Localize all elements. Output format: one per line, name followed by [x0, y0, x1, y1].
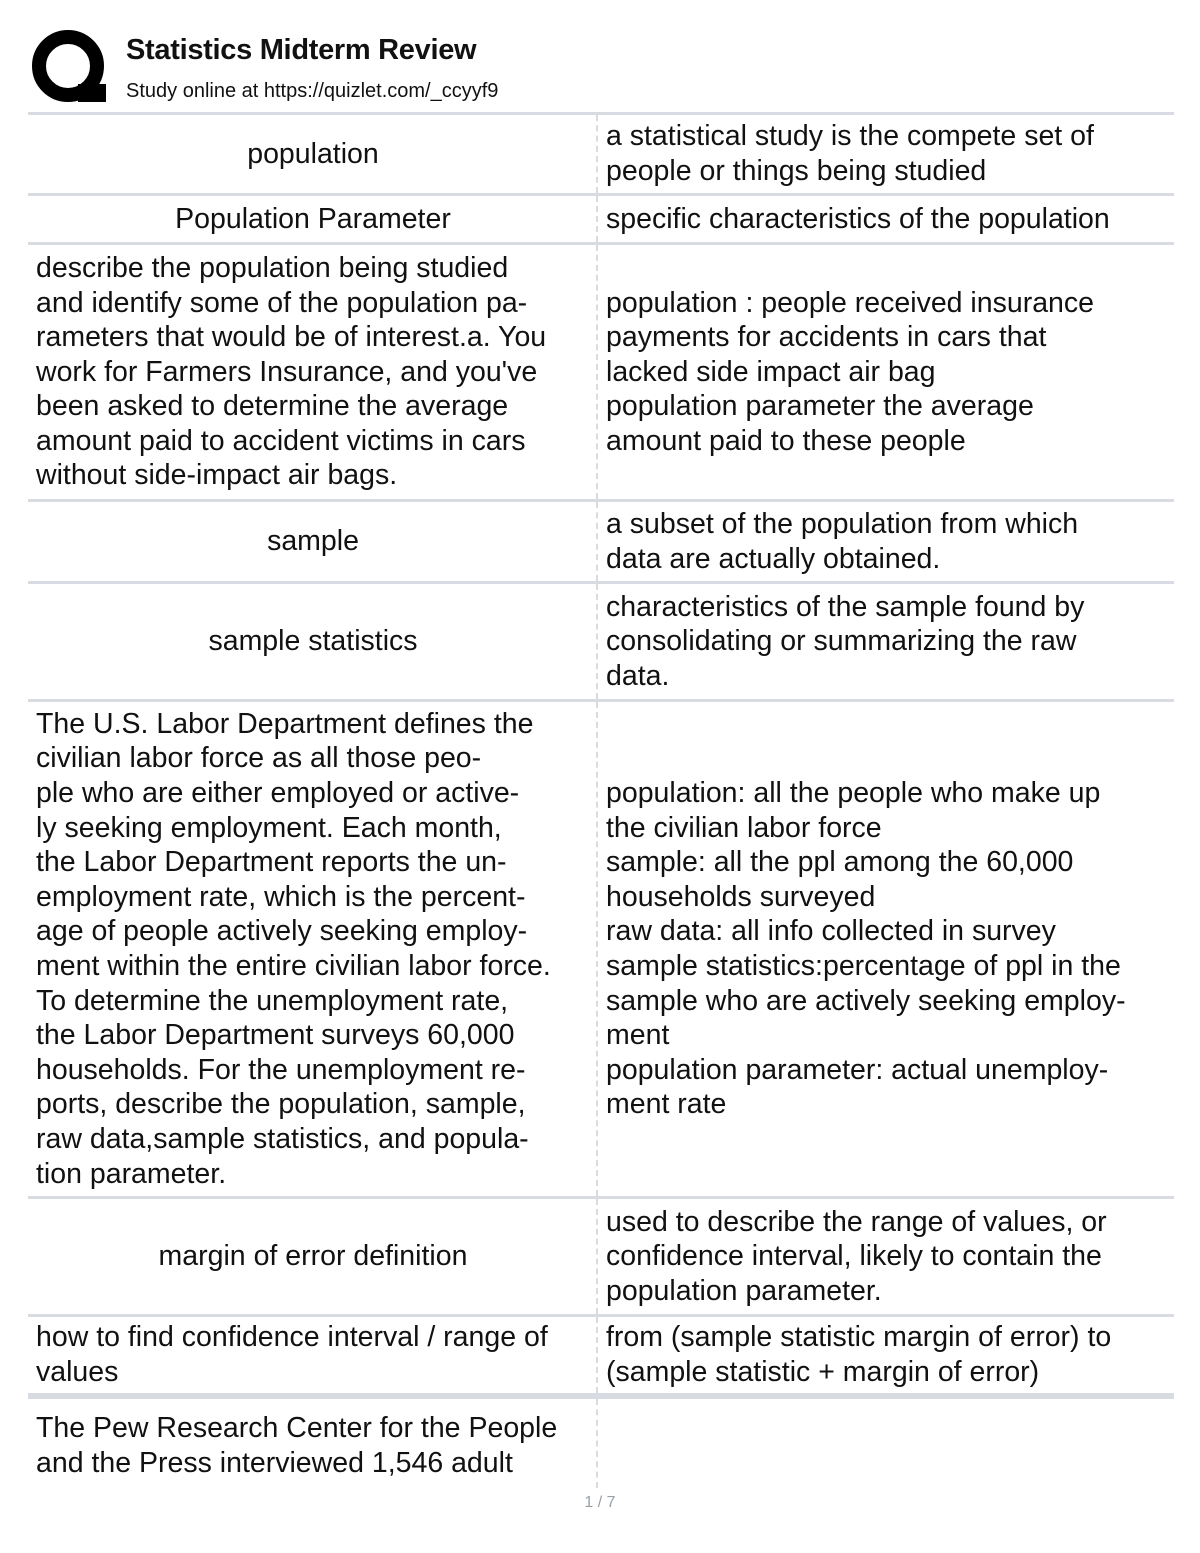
page-number: 1 / 7 — [584, 1494, 616, 1511]
quizlet-q-logo-icon — [30, 28, 110, 108]
flashcard-row — [28, 699, 1174, 1196]
card-term: The Pew Research Center for the People and the Press interviewed 1,546 adult — [36, 1412, 558, 1479]
page-header — [28, 28, 1174, 110]
card-definition: characteristics of the sample found by consolidating or summarizing the raw data. — [596, 584, 1174, 699]
card-definition: a subset of the population from which data are actually obtained. — [596, 502, 1174, 581]
flashcard-row — [28, 193, 1174, 242]
card-definition: from (sample statistic margin of error) to (sample statistic + margin of error) — [596, 1317, 1174, 1393]
card-term: sample — [267, 525, 359, 558]
card-term: describe the population being studied and identify some of the population pa- rameters that would be of interest.a. You work for Farmers Insurance, and you've been asked to determine the average amount paid to accident victims in cars without side-impact air bags. — [36, 251, 547, 492]
flashcard-row — [28, 1196, 1174, 1314]
flashcard-row — [28, 112, 1174, 193]
card-definition: a statistical study is the compete set of people or things being studied — [596, 115, 1174, 193]
card-definition: specific characteristics of the population — [596, 196, 1174, 242]
flashcard-row — [28, 1396, 1174, 1488]
card-term: sample statistics — [208, 625, 418, 658]
card-term: Population Parameter — [175, 202, 451, 235]
card-definition — [596, 1399, 1174, 1488]
study-online-link[interactable]: Study online at https://quizlet.com/_ccyyf9 — [126, 80, 499, 102]
flashcard-row — [28, 581, 1174, 699]
card-definition: population: all the people who make up the civilian labor force sample: all the ppl among the 60,000 households surveyed raw data: all info collected in survey sample statistics:percentage of ppl in the sample who are actively seeking employ- ment population parameter: actual unemploy- ment rate — [596, 702, 1174, 1196]
flashcard-row — [28, 499, 1174, 581]
card-term: how to find confidence interval / range of values — [36, 1321, 548, 1388]
flashcard-row — [28, 242, 1174, 499]
card-term: The U.S. Labor Department defines the civilian labor force as all those peo- ple who are either employed or active- ly seeking employment. Each month, the Labor Department reports the un- employment rate, which is the percent- age of people actively seeking employ- ment within the entire civilian labor force. To determine the unemployment rate, the Labor Department surveys 60,000 households. For the unemployment re- ports, describe the population, sample, raw data,sample statistics, and popula- tion parameter. — [36, 707, 551, 1190]
card-definition: used to describe the range of values, or confidence interval, likely to contain the population parameter. — [596, 1199, 1174, 1314]
flashcard-list — [28, 112, 1174, 1488]
card-definition: population : people received insurance payments for accidents in cars that lacked side impact air bag population parameter the average amount paid to these people — [596, 245, 1174, 499]
card-term: population — [247, 137, 379, 170]
document-title: Statistics Midterm Review — [126, 34, 477, 66]
flashcard-row — [28, 1314, 1174, 1396]
card-term: margin of error definition — [158, 1240, 468, 1273]
